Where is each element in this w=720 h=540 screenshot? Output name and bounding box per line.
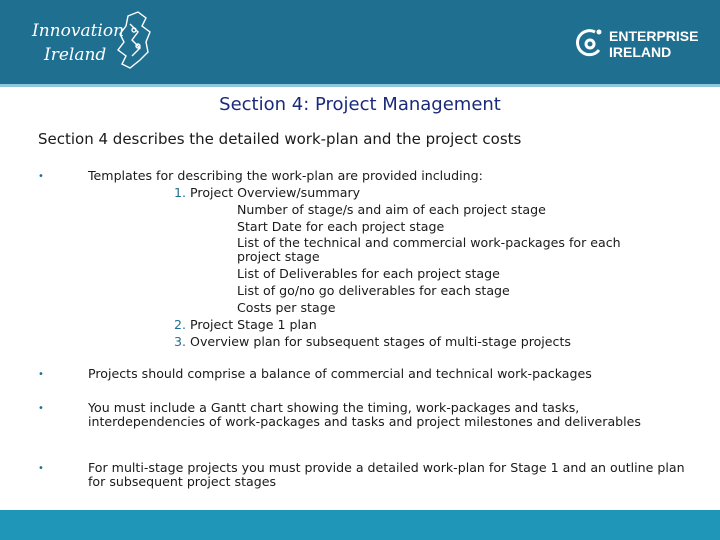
bullet-text-multistage: For multi-stage projects you must provide a detailed work-plan for Stage 1 and an outline plan for subsequent project stages	[88, 460, 685, 489]
logo-word-1: Innovation	[32, 21, 125, 41]
list-text: Project Overview/summary	[190, 185, 361, 200]
list-item	[174, 186, 360, 200]
sub-item: List of go/no go deliverables for each stage	[237, 283, 510, 298]
sub-item: Costs per stage	[237, 300, 336, 315]
header-divider	[0, 84, 720, 87]
bullet-text-templates: Templates for describing the work-plan are provided including:	[88, 168, 483, 183]
bullet-text-balance: Projects should comprise a balance of commercial and technical work-packages	[88, 366, 592, 381]
list-item	[174, 335, 571, 349]
sub-item: Number of stage/s and aim of each project stage	[237, 202, 546, 217]
list-item	[174, 318, 317, 332]
bullet-marker: •	[38, 463, 44, 474]
logo-enterprise-text: ENTERPRISE	[609, 28, 699, 44]
innovation-ireland-logo	[30, 10, 154, 72]
sub-item: List of the technical and commercial work-packages for each	[237, 235, 621, 250]
list-text: Project Stage 1 plan	[190, 317, 317, 332]
logo-ireland-text: IRELAND	[609, 44, 672, 60]
intro-text: Section 4 describes the detailed work-plan and the project costs	[38, 130, 522, 148]
list-number: 3.	[174, 334, 187, 349]
enterprise-ireland-logo	[575, 24, 705, 64]
sub-item: List of Deliverables for each project stage	[237, 266, 500, 281]
footer-bar	[0, 510, 720, 540]
bullet-text-gantt: You must include a Gantt chart showing the timing, work-packages and tasks, interdependencies of work-packages and tasks and project milestones and deliverables	[88, 400, 641, 429]
sub-item: Start Date for each project stage	[237, 219, 445, 234]
logo-word-2: Ireland	[44, 45, 107, 65]
bullet-marker: •	[38, 171, 44, 182]
enterprise-swirl-icon	[578, 31, 599, 55]
sub-item: project stage	[237, 249, 320, 264]
page-title: Section 4: Project Management	[219, 94, 501, 115]
bullet-marker: •	[38, 403, 44, 414]
list-number: 1.	[174, 185, 187, 200]
list-text: Overview plan for subsequent stages of multi-stage projects	[190, 334, 571, 349]
list-number: 2.	[174, 317, 187, 332]
bullet-marker: •	[38, 369, 44, 380]
